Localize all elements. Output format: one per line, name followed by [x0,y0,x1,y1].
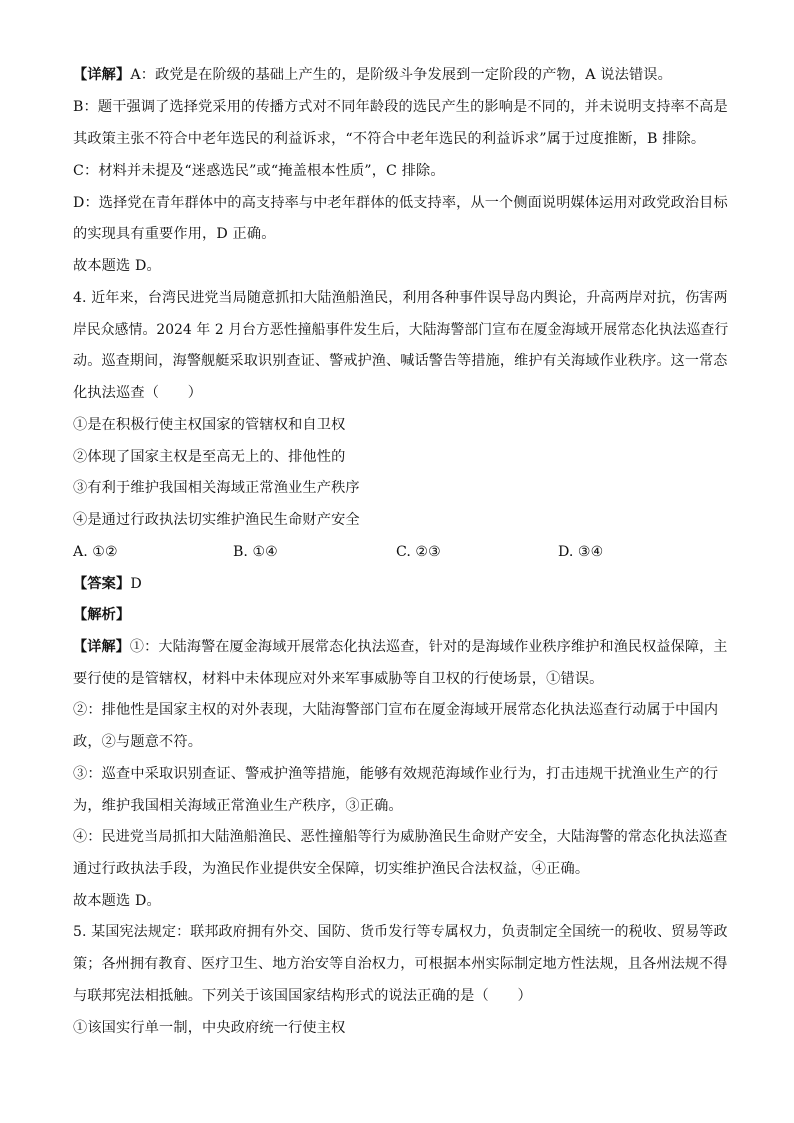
q5-stem-line-3: 与联邦宪法相抵触。下列关于该国国家结构形式的说法正确的是（ ） [73,988,532,1004]
q4-stem-line-3: 动。巡查期间，海警舰艇采取识别查证、警戒护渔、喊话警告等措施，维护有关海域作业秩序。这一常态 [73,353,728,369]
q4-detail-line-5: ③：巡查中采取识别查证、警戒护渔等措施，能够有效规范海域作业行为，打击违规干扰渔业生产的行 [73,766,719,782]
q4-option-c: C. ②③ [396,544,441,560]
detail-line-d2: 的实现具有重要作用，D 正确。 [73,226,276,242]
q4-detail-line-2: 要行使的是管辖权，材料中未体现应对外来军事威胁等自卫权的行使场景，①错误。 [73,671,604,687]
q4-option-b: B. ①④ [233,544,278,560]
q4-analysis-line [73,605,728,625]
detail-tag: 【详解】 [73,67,131,83]
q4-answer-line [73,574,728,594]
q4-conclusion-line: 故本题选 D。 [73,893,161,909]
q4-detail-text-1: ①：大陆海警在厦金海域开展常态化执法巡查，针对的是海域作业秩序维护和渔民权益保障，主 [129,639,728,655]
detail-line-c: C：材料并未提及“迷惑选民”或“掩盖根本性质”，C 排除。 [73,163,445,179]
conclusion-line: 故本题选 D。 [73,258,161,274]
q5-item-1: ①该国实行单一制，中央政府统一行使主权 [73,1020,346,1036]
detail-line-d1: D：选择党在青年群体中的高支持率与中老年群体的低支持率，从一个侧面说明媒体运用对政党政治目标 [73,195,728,211]
q4-option-d: D. ③④ [558,544,604,560]
answer-tag: 【答案】 [73,576,131,592]
q4-detail-line-1 [73,637,728,657]
q4-detail-line-7: ④：民进党当局抓扣大陆渔船渔民、恶性撞船等行为威胁渔民生命财产安全，大陆海警的常态化执法巡查 [73,829,728,845]
q5-stem-line-1: 5. 某国宪法规定：联邦政府拥有外交、国防、货币发行等专属权力，负责制定全国统一的税收、贸易等政 [73,924,728,940]
q4-item-1: ①是在积极行使主权国家的管辖权和自卫权 [73,417,346,433]
q5-stem-line-2: 策；各州拥有教育、医疗卫生、地方治安等自治权力，可根据本州实际制定地方性法规，且各州法规不得 [73,956,728,972]
q4-detail-tag: 【详解】 [73,639,130,655]
q4-detail-line-6: 为，维护我国相关海域正常渔业生产秩序，③正确。 [73,798,403,814]
detail-line-b2: 其政策主张不符合中老年选民的利益诉求，“不符合中老年选民的利益诉求”属于过度推断，B 排除。 [73,131,706,147]
q4-stem-line-4: 化执法巡查（ ） [73,385,203,401]
q4-item-3: ③有利于维护我国相关海域正常渔业生产秩序 [73,480,360,496]
detail-line-a [73,65,728,85]
q4-stem-line-1: 4. 近年来，台湾民进党当局随意抓扣大陆渔船渔民，利用各种事件误导岛内舆论，升高两岸对抗，伤害两 [73,290,728,306]
detail-text-a: A：政党是在阶级的基础上产生的，是阶级斗争发展到一定阶段的产物，A 说法错误。 [130,67,672,83]
q4-stem-line-2: 岸民众感情。2024 年 2 月台方恶性撞船事件发生后，大陆海警部门宣布在厦金海域开展常态化执法巡查行 [73,322,729,338]
q4-detail-line-4: 政，②与题意不符。 [73,734,203,750]
q4-detail-line-3: ②：排他性是国家主权的对外表现，大陆海警部门宣布在厦金海域开展常态化执法巡查行动属于中国内 [73,702,719,718]
q4-item-2: ②体现了国家主权是至高无上的、排他性的 [73,449,346,465]
q4-item-4: ④是通过行政执法切实维护渔民生命财产安全 [73,512,360,528]
q4-detail-line-8: 通过行政执法手段，为渔民作业提供安全保障，切实维护渔民合法权益，④正确。 [73,861,590,877]
answer-value: D [130,576,142,592]
analysis-tag: 【解析】 [73,607,131,623]
q4-option-a: A. ①② [73,544,118,560]
detail-line-b1: B：题干强调了选择党采用的传播方式对不同年龄段的选民产生的影响是不同的，并未说明支持率不高是 [73,99,728,115]
